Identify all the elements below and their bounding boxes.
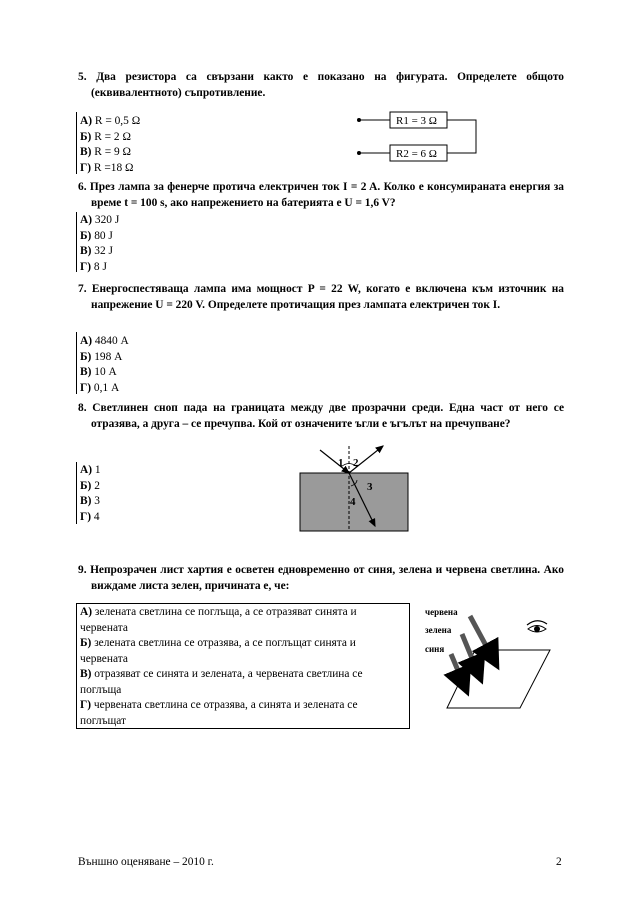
question-5 <box>78 70 564 101</box>
q6-option-c[interactable]: В) 32 J <box>80 245 113 257</box>
resistor-r1-label: R1 = 3 Ω <box>396 115 437 127</box>
question-5-options <box>80 114 140 176</box>
question-7-text: 7. Енергоспестяваща лампа има мощност P = 22 W, когато е включена към източник на напрежение U = 220 V. Определете протичащия през лампата електричен ток I. <box>78 283 564 311</box>
incident-ray <box>320 450 349 473</box>
question-6 <box>78 180 564 211</box>
q7-option-b[interactable]: Б) 198 A <box>80 350 123 363</box>
refraction-diagram <box>295 438 415 538</box>
q6-option-a[interactable]: А) 320 J <box>80 214 120 226</box>
page-number: 2 <box>556 856 562 868</box>
question-5-text: 5. Два резистора са свързани както е показано на фигурата. Определете общото (еквивалентното) съпротивление. <box>78 71 564 99</box>
q8-option-c[interactable]: В) 3 <box>80 495 100 507</box>
wire-right <box>447 120 476 153</box>
eye-icon <box>527 621 547 632</box>
q6-option-b[interactable]: Б) 80 J <box>80 229 113 242</box>
resistor-r2-label: R2 = 6 Ω <box>396 148 437 160</box>
footer-left: Външно оценяване – 2010 г. <box>78 856 214 868</box>
question-8-options-box <box>76 462 77 524</box>
q5-option-c[interactable]: В) R = 9 Ω <box>80 146 131 158</box>
colored-light-diagram <box>415 598 565 718</box>
angle-label-2: 2 <box>353 457 359 469</box>
q5-option-a[interactable]: А) R = 0,5 Ω <box>80 115 141 127</box>
question-7 <box>78 282 564 313</box>
question-8-options <box>80 463 101 525</box>
question-8-text: 8. Светлинен сноп пада на границата между две прозрачни среди. Една част от него се отразява, а друга – се пречупва. Кой от означените ъгли е ъгълът на пречупване? <box>78 402 564 430</box>
beam-label-red: червена <box>425 607 458 617</box>
question-6-options-box <box>76 212 77 272</box>
q9-option-b[interactable]: Б) зелената светлина се отразява, а се поглъщат синята и червената <box>80 637 356 665</box>
angle-label-1: 1 <box>338 457 344 469</box>
q9-option-d[interactable]: Г) червената светлина се отразява, а синята и зелената се поглъщат <box>80 699 358 727</box>
q5-option-b[interactable]: Б) R = 2 Ω <box>80 130 131 143</box>
question-9 <box>78 563 564 594</box>
parallel-resistor-circuit <box>350 108 500 164</box>
q5-option-d[interactable]: Г) R =18 Ω <box>80 161 134 174</box>
question-9-options <box>80 605 405 729</box>
q7-option-a[interactable]: А) 4840 A <box>80 335 129 347</box>
q8-option-d[interactable]: Г) 4 <box>80 510 100 523</box>
question-9-text: 9. Непрозрачен лист хартия е осветен едновременно от синя, зелена и червена светлина. Ако виждаме листа зелен, причината е, че: <box>78 564 564 592</box>
q7-option-c[interactable]: В) 10 A <box>80 366 117 378</box>
question-6-text: 6. През лампа за фенерче протича електричен ток I = 2 A. Колко е консумираната енергия за време t = 100 s, ако напрежението на батерията е U = 1,6 V? <box>78 181 564 209</box>
question-7-options-box <box>76 332 77 394</box>
question-6-options <box>80 213 119 275</box>
angle-label-3: 3 <box>367 481 373 493</box>
q8-option-b[interactable]: Б) 2 <box>80 479 100 492</box>
question-8 <box>78 401 564 432</box>
angle-label-4: 4 <box>350 496 356 508</box>
q8-option-a[interactable]: А) 1 <box>80 464 101 476</box>
q7-option-d[interactable]: Г) 0,1 A <box>80 381 120 394</box>
question-7-options <box>80 334 129 396</box>
beam-label-blue: синя <box>425 644 445 654</box>
beam-label-green: зелена <box>425 625 452 635</box>
q9-option-c[interactable]: В) отразяват се синята и зелената, а червената светлина се поглъща <box>80 668 363 696</box>
q9-option-a[interactable]: А) зелената светлина се поглъща, а се отразяват синята и червената <box>80 606 357 634</box>
q6-option-d[interactable]: Г) 8 J <box>80 260 107 273</box>
